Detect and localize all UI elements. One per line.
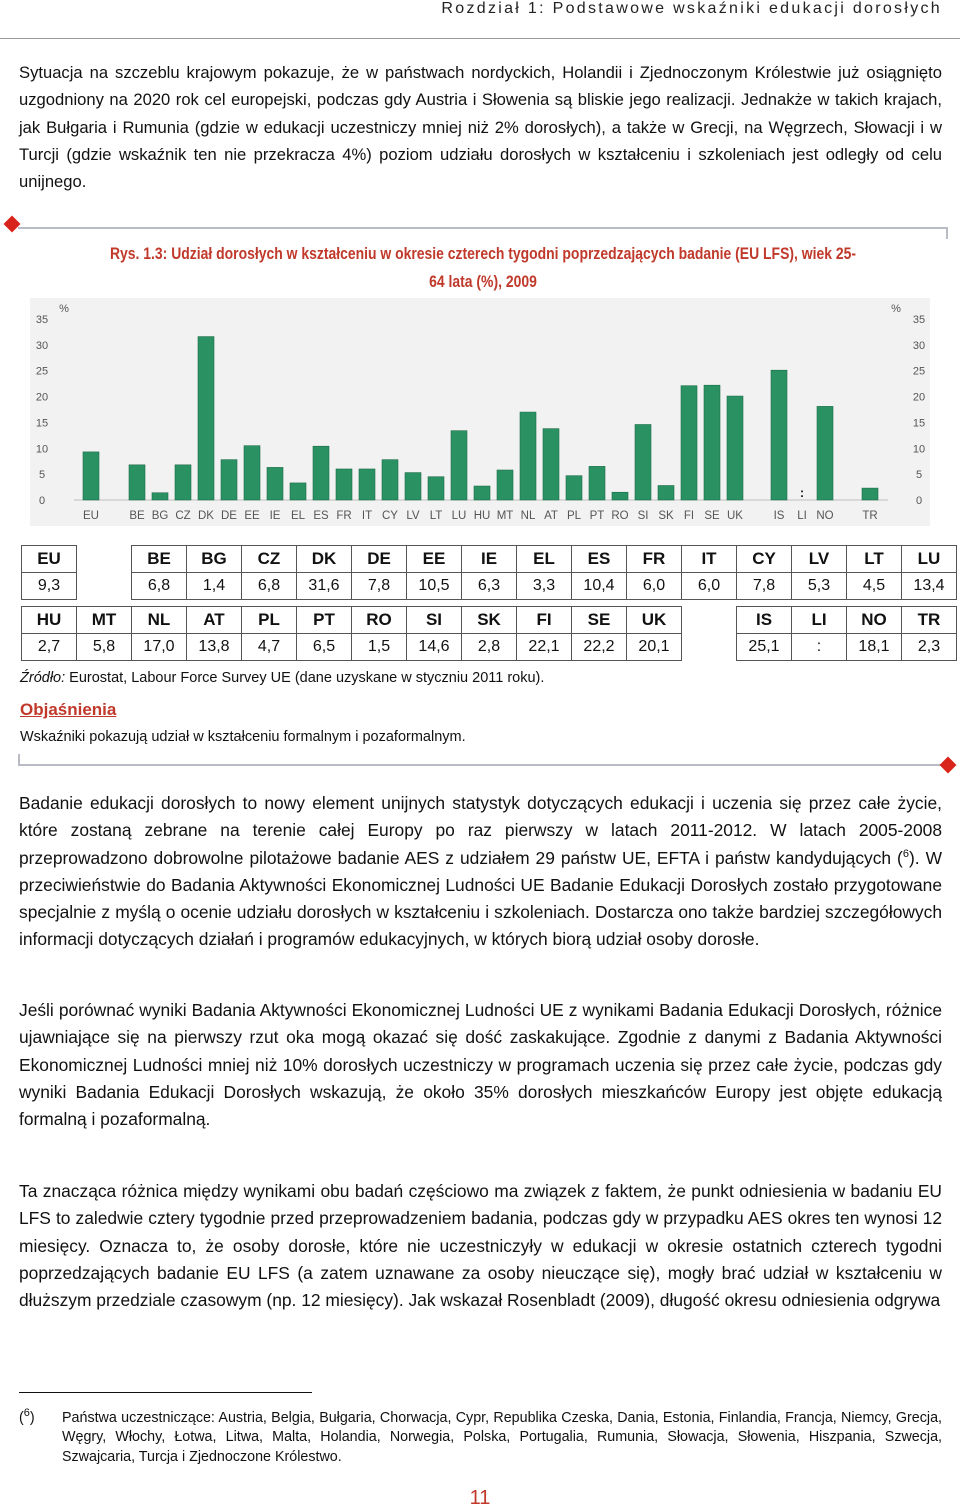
y-tick-label-right: 35 [912, 314, 926, 326]
x-tick-label-no: NO [816, 510, 834, 522]
x-tick-label-hu: HU [473, 510, 491, 522]
bar-is [771, 370, 787, 500]
table-group-2-country-code-row [22, 607, 957, 634]
table-cell: 2,3 [902, 634, 957, 661]
bar-lt [428, 477, 444, 500]
table-cell [682, 607, 737, 634]
table-cell: 2,7 [22, 634, 77, 661]
y-tick-label-right: 20 [912, 391, 926, 404]
bar-it [359, 469, 375, 500]
table-cell: ES [572, 546, 627, 573]
table-cell: 6,3 [462, 573, 517, 600]
figure-number: Rys. 1.3: [109, 244, 168, 263]
x-tick-label-li: LI [797, 510, 807, 522]
x-tick-label-se: SE [704, 510, 720, 522]
table-cell: : [792, 634, 847, 661]
table-cell: LU [902, 546, 957, 573]
bar-lu [451, 431, 467, 500]
table-cell: 6,0 [627, 573, 682, 600]
x-tick-label-ro: RO [611, 510, 629, 522]
table-cell: 3,3 [517, 573, 572, 600]
bar-eu [83, 452, 99, 500]
y-tick-label-right: 15 [912, 417, 926, 430]
table-cell: 6,8 [132, 573, 187, 600]
y-tick-label-right: 5 [915, 469, 923, 482]
table-cell: PT [297, 607, 352, 634]
bar-sk [658, 486, 674, 500]
table-cell: IE [462, 546, 517, 573]
table-cell: MT [77, 607, 132, 634]
table-cell: 17,0 [132, 634, 187, 661]
y-tick-label-right: 30 [912, 339, 926, 352]
x-tick-label-mt: MT [496, 510, 514, 522]
x-tick-label-lu: LU [451, 510, 467, 522]
table-cell: EU [22, 546, 77, 573]
x-tick-label-at: AT [544, 510, 558, 522]
body-paragraph-3: Ta znacząca różnica między wynikami obu badań częściowo ma związek z faktem, że punkt odniesienia w badaniu EU LFS to zaledwie cztery tygodnie przed przeprowadzeniem badania, podczas gdy w przypadku AES okres ten wynosi 12 miesięcy. Oznacza to, że osoby dorosłe, które nie uczestniczyły w edukacji w okresie ostatnich czterech tygodni poprzedzających badanie EU LFS (a zatem uznawane za osoby nieuczące się), mogły brać udział w kształceniu w dłuższym przedziale czasowym (np. 12 miesięcy). Jak wskazał Rosenbladt (2009), długość okresu odniesienia odgrywa [19, 1181, 942, 1311]
x-tick-label-uk: UK [727, 510, 743, 522]
bar-el [290, 483, 306, 500]
table-cell: 7,8 [352, 573, 407, 600]
x-tick-label-cz: CZ [175, 510, 191, 522]
bar-de [221, 460, 237, 500]
y-tick-label-left: 35 [35, 314, 49, 326]
footnote-mark-number: 6 [23, 1407, 30, 1420]
table-cell: 14,6 [407, 634, 462, 661]
table-cell: 22,1 [517, 634, 572, 661]
x-tick-label-tr: TR [862, 510, 878, 522]
unit-label-left: % [59, 303, 69, 315]
table-cell: HU [22, 607, 77, 634]
table-cell: 13,8 [187, 634, 242, 661]
table-cell: 7,8 [737, 573, 792, 600]
bar-fi [681, 386, 697, 500]
x-tick-label-el: EL [290, 510, 306, 522]
missing-marker-li: : [799, 485, 805, 500]
x-tick-label-fi: FI [683, 510, 695, 522]
table-cell: 5,3 [792, 573, 847, 600]
x-tick-label-eu: EU [83, 510, 99, 522]
table-cell: PL [242, 607, 297, 634]
table-group-1-country-code-row [22, 546, 957, 573]
frame-top-rule [18, 227, 948, 229]
x-tick-label-it: IT [361, 510, 373, 522]
bar-cz [175, 465, 191, 500]
bar-at [543, 429, 559, 500]
footnote-mark-close: ) [29, 1410, 35, 1426]
table-cell: 6,0 [682, 573, 737, 600]
footnote-mark-open: ( [19, 1410, 24, 1426]
table-cell: CY [737, 546, 792, 573]
table-cell: BE [132, 546, 187, 573]
bar-dk [198, 337, 214, 500]
y-tick-label-left: 15 [35, 417, 49, 430]
x-tick-label-fr: FR [336, 510, 352, 522]
y-tick-label-right: 0 [915, 495, 923, 507]
body-paragraph-2: Jeśli porównać wyniki Badania Aktywności Ekonomicznej Ludności UE z wynikami Badania Edukacji Dorosłych, różnice ujawniające się na pierwszy rzut oka mogą okazać się dość zaskakujące. Zgodnie z danymi z Badania Aktywności Ekonomicznej Ludności mniej niż 10% dorosłych uczestniczy w programach uczenia się przez całe życie, podczas gdy wyniki Badania Edukacji Dorosłych wskazują, że około 35% dorosłych mieszkańców Europy jest objęte edukacją formalną i pozaformalną. [19, 1000, 942, 1130]
x-tick-label-es: ES [313, 510, 329, 522]
y-tick-label-left: 5 [38, 469, 46, 482]
table-cell: IT [682, 546, 737, 573]
table-cell: 6,8 [242, 573, 297, 600]
y-tick-label-left: 10 [35, 443, 49, 456]
table-cell: LT [847, 546, 902, 573]
x-tick-label-lt: LT [429, 510, 443, 522]
x-tick-label-ee: EE [244, 510, 260, 522]
frame-bottom-rule [18, 764, 948, 766]
bar-hu [474, 486, 490, 500]
figure-source: Źródło: Eurostat, Labour Force Survey UE (dane uzyskane w styczniu 2011 roku). [20, 670, 545, 686]
table-cell: NO [847, 607, 902, 634]
explanations-heading: Objaśnienia [20, 700, 117, 719]
table-cell: SE [572, 607, 627, 634]
table-cell [682, 634, 737, 661]
body-paragraph-1-part-a: Badanie edukacji dorosłych to nowy element unijnych statystyk dotyczących edukacji i uczenia się przez całe życie, które zostaną zebrane na terenie całej Europy po raz pierwszy w latach 2011-2012. W latach 2005-2008 przeprowadzono dobrowolne pilotażowe badanie AES z udziałem 29 państw UE, EFTA i państw kandydujących ( [19, 793, 942, 868]
table-group-1-value-row [22, 573, 957, 600]
table-cell: 20,1 [627, 634, 682, 661]
table-cell: SI [407, 607, 462, 634]
bar-se [704, 385, 720, 500]
y-tick-label-left: 30 [35, 339, 49, 352]
y-tick-label-right: 10 [912, 443, 926, 456]
bar-pl [566, 476, 582, 500]
table-cell: 22,2 [572, 634, 627, 661]
running-head: Rozdział 1: Podstawowe wskaźniki edukacji dorosłych [441, 0, 942, 17]
x-tick-label-pt: PT [589, 510, 605, 522]
table-cell: FR [627, 546, 682, 573]
table-group-2-value-row [22, 634, 957, 661]
table-cell: 4,7 [242, 634, 297, 661]
figure-title-text: Udział dorosłych w kształceniu w okresie czterech tygodni poprzedzających badanie (EU LFS), wiek 25-64 lata (%), 2009 [171, 244, 857, 291]
unit-label-right: % [891, 303, 901, 315]
frame-diamond-top [4, 216, 21, 233]
table-cell: IS [737, 607, 792, 634]
table-cell: BG [187, 546, 242, 573]
x-tick-label-nl: NL [520, 510, 536, 522]
x-tick-label-pl: PL [566, 510, 582, 522]
table-cell: UK [627, 607, 682, 634]
table-cell [77, 546, 132, 573]
figure-source-text: ródło: Eurostat, Labour Force Survey UE (dane uzyskane w styczniu 2011 roku). [28, 670, 545, 686]
x-tick-label-de: DE [221, 510, 237, 522]
header-rule [0, 38, 960, 39]
bar-es [313, 446, 329, 500]
table-cell: CZ [242, 546, 297, 573]
table-cell: AT [187, 607, 242, 634]
table-cell: SK [462, 607, 517, 634]
y-tick-label-left: 0 [38, 495, 46, 507]
table-cell [77, 573, 132, 600]
x-tick-label-is: IS [773, 510, 785, 522]
data-table-row-group-2 [21, 606, 957, 661]
y-tick-label-left: 25 [35, 365, 49, 378]
bar-pt [589, 466, 605, 500]
bar-be [129, 465, 145, 500]
x-tick-label-sk: SK [658, 510, 674, 522]
x-tick-label-si: SI [637, 510, 649, 522]
bar-ie [267, 467, 283, 500]
x-tick-label-dk: DK [198, 510, 214, 522]
bar-chart [30, 298, 930, 526]
x-tick-label-bg: BG [151, 510, 169, 522]
x-tick-label-ie: IE [269, 510, 281, 522]
data-table-row-group-1 [21, 545, 957, 600]
bar-bg [152, 493, 168, 500]
bar-lv [405, 473, 421, 500]
bar-nl [520, 412, 536, 500]
frame-top-tick [946, 227, 948, 239]
table-cell: 9,3 [22, 573, 77, 600]
table-cell: 2,8 [462, 634, 517, 661]
bar-si [635, 424, 651, 500]
y-tick-label-left: 20 [35, 391, 49, 404]
table-cell: 10,5 [407, 573, 462, 600]
table-cell: 18,1 [847, 634, 902, 661]
table-cell: 1,4 [187, 573, 242, 600]
frame-diamond-bottom [940, 757, 957, 774]
table-cell: 5,8 [77, 634, 132, 661]
table-cell: DK [297, 546, 352, 573]
table-cell: 10,4 [572, 573, 627, 600]
intro-paragraph: Sytuacja na szczeblu krajowym pokazuje, że w państwach nordyckich, Holandii i Zjednoczonym Królestwie już osiągnięto uzgodniony na 2020 rok cel europejski, podczas gdy Austria i Słowenia są bliskie jego realizacji. Jednakże w takich krajach, jak Bułgaria i Rumunia (gdzie w edukacji uczestniczy mniej niż 2% dorosłych), a także w Grecji, na Węgrzech, Słowacji i w Turcji (gdzie wskaźnik ten nie przekracza 4%) poziom udziału dorosłych w kształceniu i szkoleniach jest odległy od celu unijnego. [19, 63, 942, 192]
table-cell: FI [517, 607, 572, 634]
table-cell: RO [352, 607, 407, 634]
table-cell: NL [132, 607, 187, 634]
bar-mt [497, 470, 513, 500]
bar-ee [244, 446, 260, 500]
figure-title [107, 240, 860, 296]
footnote-ref[interactable]: 6 [902, 847, 909, 860]
footnote-mark [19, 1409, 35, 1428]
explanations-text: Wskaźniki pokazują udział w kształceniu formalnym i pozaformalnym. [20, 729, 466, 745]
table-cell: 4,5 [847, 573, 902, 600]
bar-cy [382, 460, 398, 500]
x-tick-label-lv: LV [406, 510, 420, 522]
table-cell: LV [792, 546, 847, 573]
y-tick-label-right: 25 [912, 365, 926, 378]
x-tick-label-cy: CY [382, 510, 398, 522]
table-cell: DE [352, 546, 407, 573]
table-cell: 31,6 [297, 573, 352, 600]
table-cell: 13,4 [902, 573, 957, 600]
body-paragraph-1-part-b: ). W przeciwieństwie do Badania Aktywności Ekonomicznej Ludności UE Badanie Edukacji Dorosłych zostało przygotowane specjalnie z myślą o ocenie udziału dorosłych w kształceniu i szkoleniach. Dostarcza ono także bardziej szczegółowych informacji dotyczących działań i programów edukacyjnych, w których biorą udział osoby dorosłe. [19, 847, 943, 950]
table-cell: 25,1 [737, 634, 792, 661]
x-tick-label-be: BE [129, 510, 145, 522]
body-paragraph-1 [19, 790, 942, 954]
bar-no [817, 406, 833, 500]
table-cell: 6,5 [297, 634, 352, 661]
bar-tr [862, 488, 878, 500]
table-cell: EE [407, 546, 462, 573]
footnote-text: Państwa uczestniczące: Austria, Belgia, Bułgaria, Chorwacja, Cypr, Republika Czeska, Dania, Estonia, Finlandia, Francja, Niemcy, Grecja, Węgry, Włochy, Łotwa, Litwa, Malta, Holandia, Norwegia, Polska, Portugalia, Rumunia, Słowacja, Słowenia, Hiszpania, Szwecja, Szwajcaria, Turcja i Zjednoczone Królestwo. [62, 1410, 942, 1465]
page-number: 11 [469, 1487, 491, 1509]
table-cell: 1,5 [352, 634, 407, 661]
footnote-rule [19, 1392, 312, 1393]
bar-fr [336, 469, 352, 500]
table-cell: EL [517, 546, 572, 573]
table-cell: TR [902, 607, 957, 634]
bar-uk [727, 396, 743, 500]
table-cell: LI [792, 607, 847, 634]
bar-ro [612, 492, 628, 500]
